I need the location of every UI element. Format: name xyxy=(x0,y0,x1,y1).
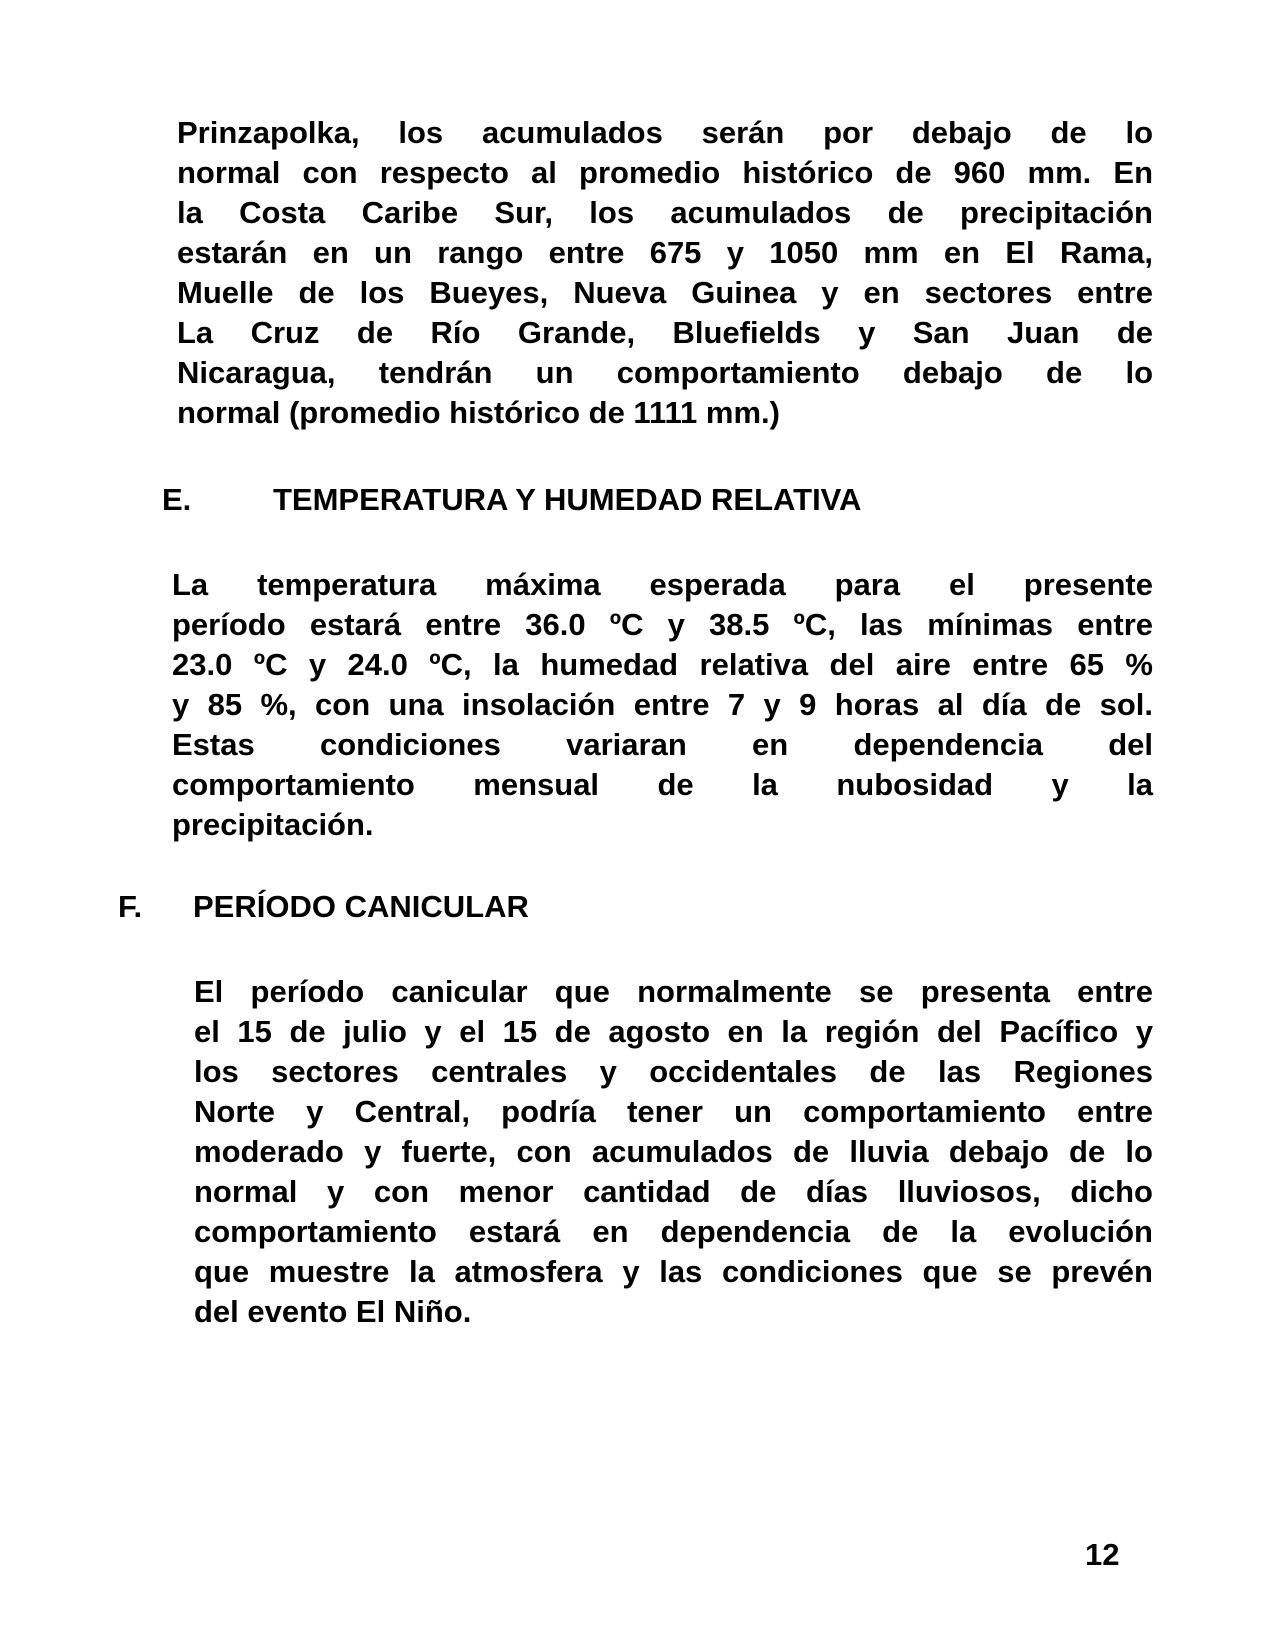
text-line: los sectores centrales y occidentales de las Regiones xyxy=(194,1054,1153,1089)
text-line: que muestre la atmosfera y las condiciones que se prevén xyxy=(194,1254,1153,1289)
paragraph-intro xyxy=(177,113,1153,433)
text-line: Prinzapolka, los acumulados serán por debajo de lo xyxy=(177,115,1153,150)
text-line: y 85 %, con una insolación entre 7 y 9 horas al día de sol. xyxy=(172,687,1153,722)
text-line: normal con respecto al promedio histórico de 960 mm. En xyxy=(177,155,1153,190)
section-e-title: TEMPERATURA Y HUMEDAD RELATIVA xyxy=(273,482,862,517)
paragraph-section-e xyxy=(172,565,1153,845)
section-f-title: PERÍODO CANICULAR xyxy=(193,889,529,924)
section-f-label: F. xyxy=(118,889,143,924)
page-number: 12 xyxy=(1085,1537,1120,1572)
paragraph-section-f xyxy=(194,972,1153,1332)
text-line: período estará entre 36.0 ºC y 38.5 ºC, las mínimas entre xyxy=(172,607,1153,642)
text-line: normal (promedio histórico de 1111 mm.) xyxy=(177,395,780,430)
text-line: Norte y Central, podría tener un comportamiento entre xyxy=(194,1094,1153,1129)
text-line: comportamiento mensual de la nubosidad y la xyxy=(172,767,1153,802)
text-line: Estas condiciones variaran en dependencia del xyxy=(172,727,1153,762)
section-heading-e xyxy=(162,480,861,520)
text-line: Muelle de los Bueyes, Nueva Guinea y en sectores entre xyxy=(177,275,1153,310)
text-line: 23.0 ºC y 24.0 ºC, la humedad relativa del aire entre 65 % xyxy=(172,647,1153,682)
text-line: El período canicular que normalmente se presenta entre xyxy=(194,974,1153,1009)
section-heading-f xyxy=(118,887,529,927)
section-e-label: E. xyxy=(162,482,192,517)
text-line: moderado y fuerte, con acumulados de lluvia debajo de lo xyxy=(194,1134,1153,1169)
text-line: precipitación. xyxy=(172,807,374,842)
text-line: comportamiento estará en dependencia de la evolución xyxy=(194,1214,1153,1249)
text-line: La Cruz de Río Grande, Bluefields y San Juan de xyxy=(177,315,1153,350)
text-line: del evento El Niño. xyxy=(194,1294,472,1329)
text-line: el 15 de julio y el 15 de agosto en la región del Pacífico y xyxy=(194,1014,1153,1049)
text-line: estarán en un rango entre 675 y 1050 mm en El Rama, xyxy=(177,235,1153,270)
text-line: La temperatura máxima esperada para el presente xyxy=(172,567,1153,602)
text-line: Nicaragua, tendrán un comportamiento debajo de lo xyxy=(177,355,1153,390)
text-line: la Costa Caribe Sur, los acumulados de precipitación xyxy=(177,195,1153,230)
text-line: normal y con menor cantidad de días lluviosos, dicho xyxy=(194,1174,1153,1209)
